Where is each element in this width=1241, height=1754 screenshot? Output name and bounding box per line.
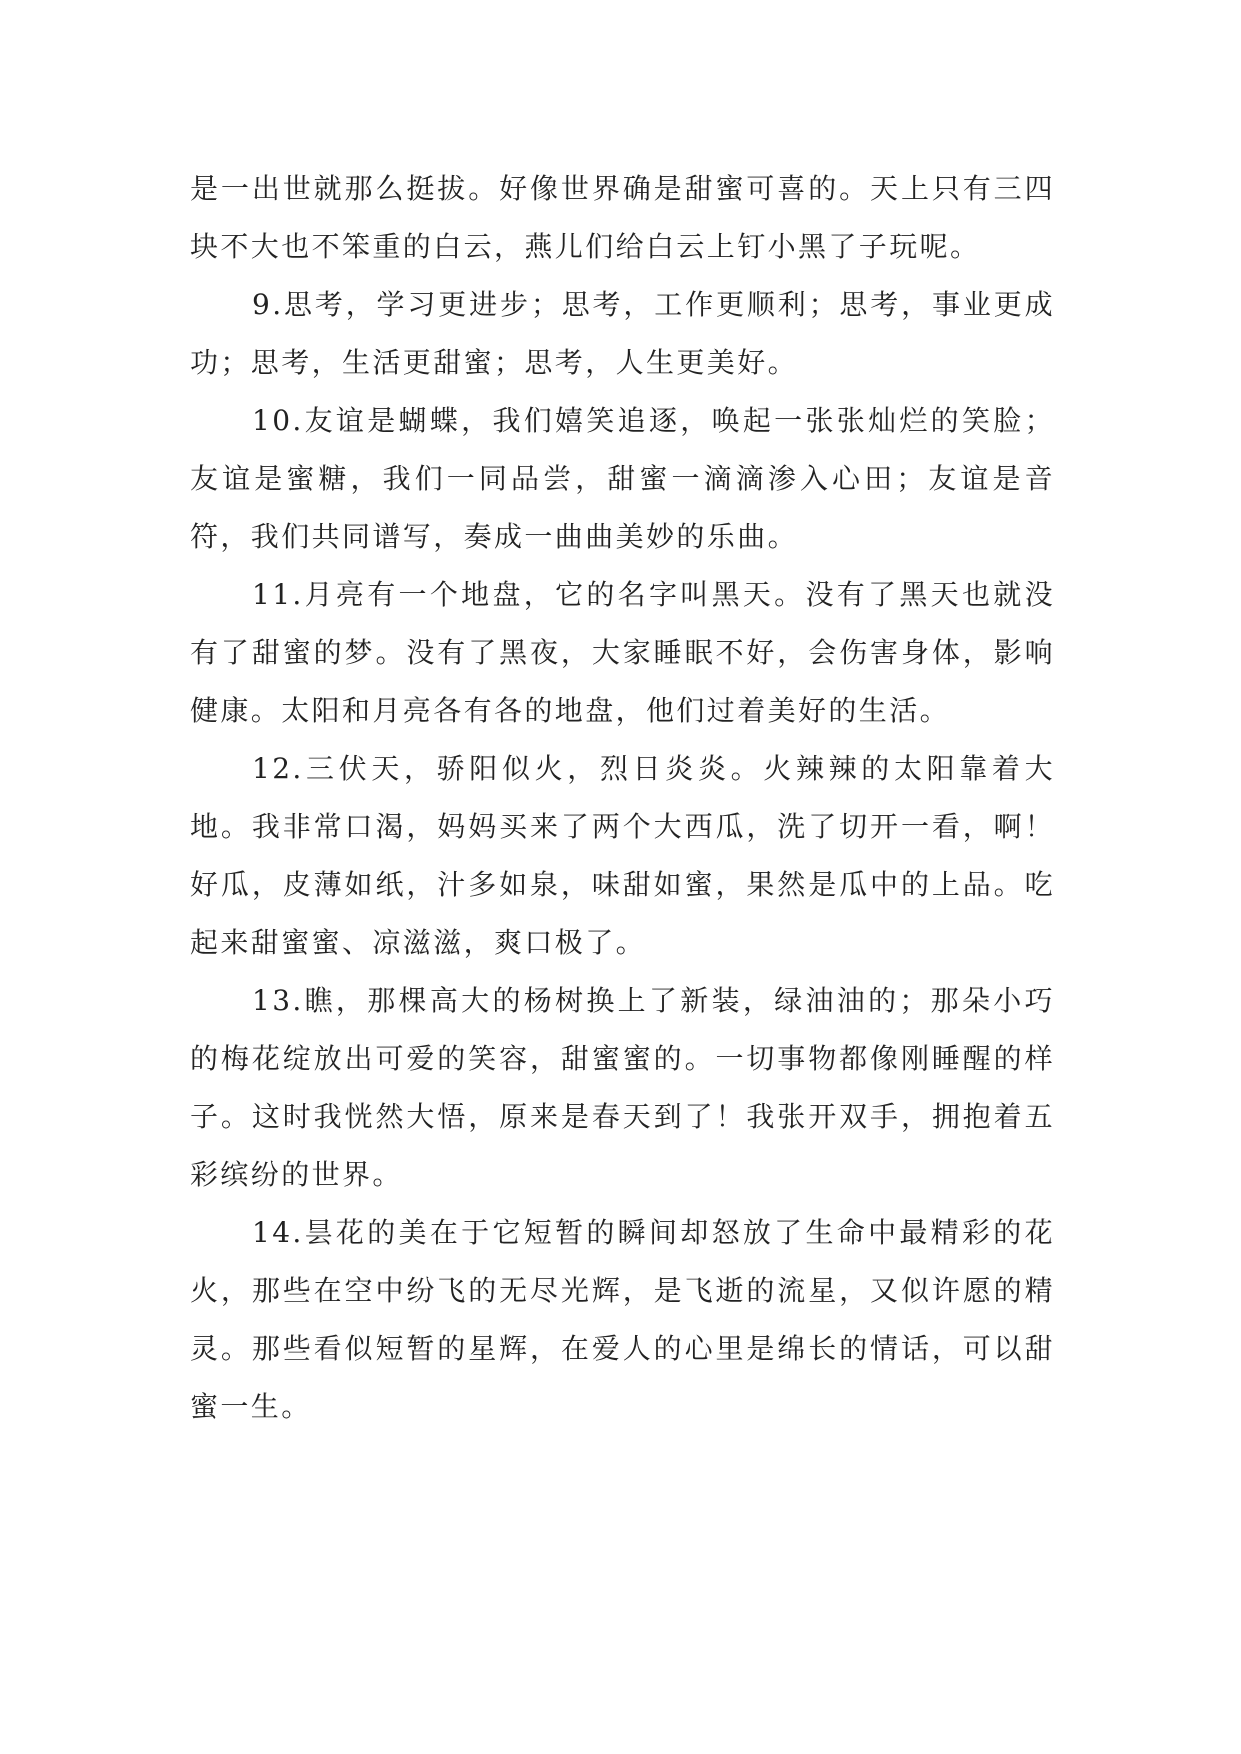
document-page [190,160,1055,1436]
paragraph-item-9: 9.思考，学习更进步；思考，工作更顺利；思考，事业更成功；思考，生活更甜蜜；思考，人生更美好。 [190,288,1055,379]
paragraph-item-11: 11.月亮有一个地盘，它的名字叫黑天。没有了黑天也就没有了甜蜜的梦。没有了黑夜，大家睡眠不好，会伤害身体，影响健康。太阳和月亮各有各的地盘，他们过着美好的生活。 [190,578,1055,727]
paragraph-item-10: 10.友谊是蝴蝶，我们嬉笑追逐，唤起一张张灿烂的笑脸；友谊是蜜糖，我们一同品尝，甜蜜一滴滴渗入心田；友谊是音符，我们共同谱写，奏成一曲曲美妙的乐曲。 [190,404,1055,553]
paragraph-item-13: 13.瞧，那棵高大的杨树换上了新装，绿油油的；那朵小巧的梅花绽放出可爱的笑容，甜蜜蜜的。一切事物都像刚睡醒的样子。这时我恍然大悟，原来是春天到了！我张开双手，拥抱着五彩缤纷的世界。 [190,984,1055,1191]
paragraph-item-14: 14.昙花的美在于它短暂的瞬间却怒放了生命中最精彩的花火，那些在空中纷飞的无尽光辉，是飞逝的流星，又似许愿的精灵。那些看似短暂的星辉，在爱人的心里是绵长的情话，可以甜蜜一生。 [190,1216,1055,1423]
paragraph-continuation: 是一出世就那么挺拔。好像世界确是甜蜜可喜的。天上只有三四块不大也不笨重的白云，燕儿们给白云上钉小黑了子玩呢。 [190,172,1055,263]
paragraph-item-12: 12.三伏天，骄阳似火，烈日炎炎。火辣辣的太阳靠着大地。我非常口渴，妈妈买来了两个大西瓜，洗了切开一看，啊！好瓜，皮薄如纸，汁多如泉，味甜如蜜，果然是瓜中的上品。吃起来甜蜜蜜、凉滋滋，爽口极了。 [190,752,1055,959]
